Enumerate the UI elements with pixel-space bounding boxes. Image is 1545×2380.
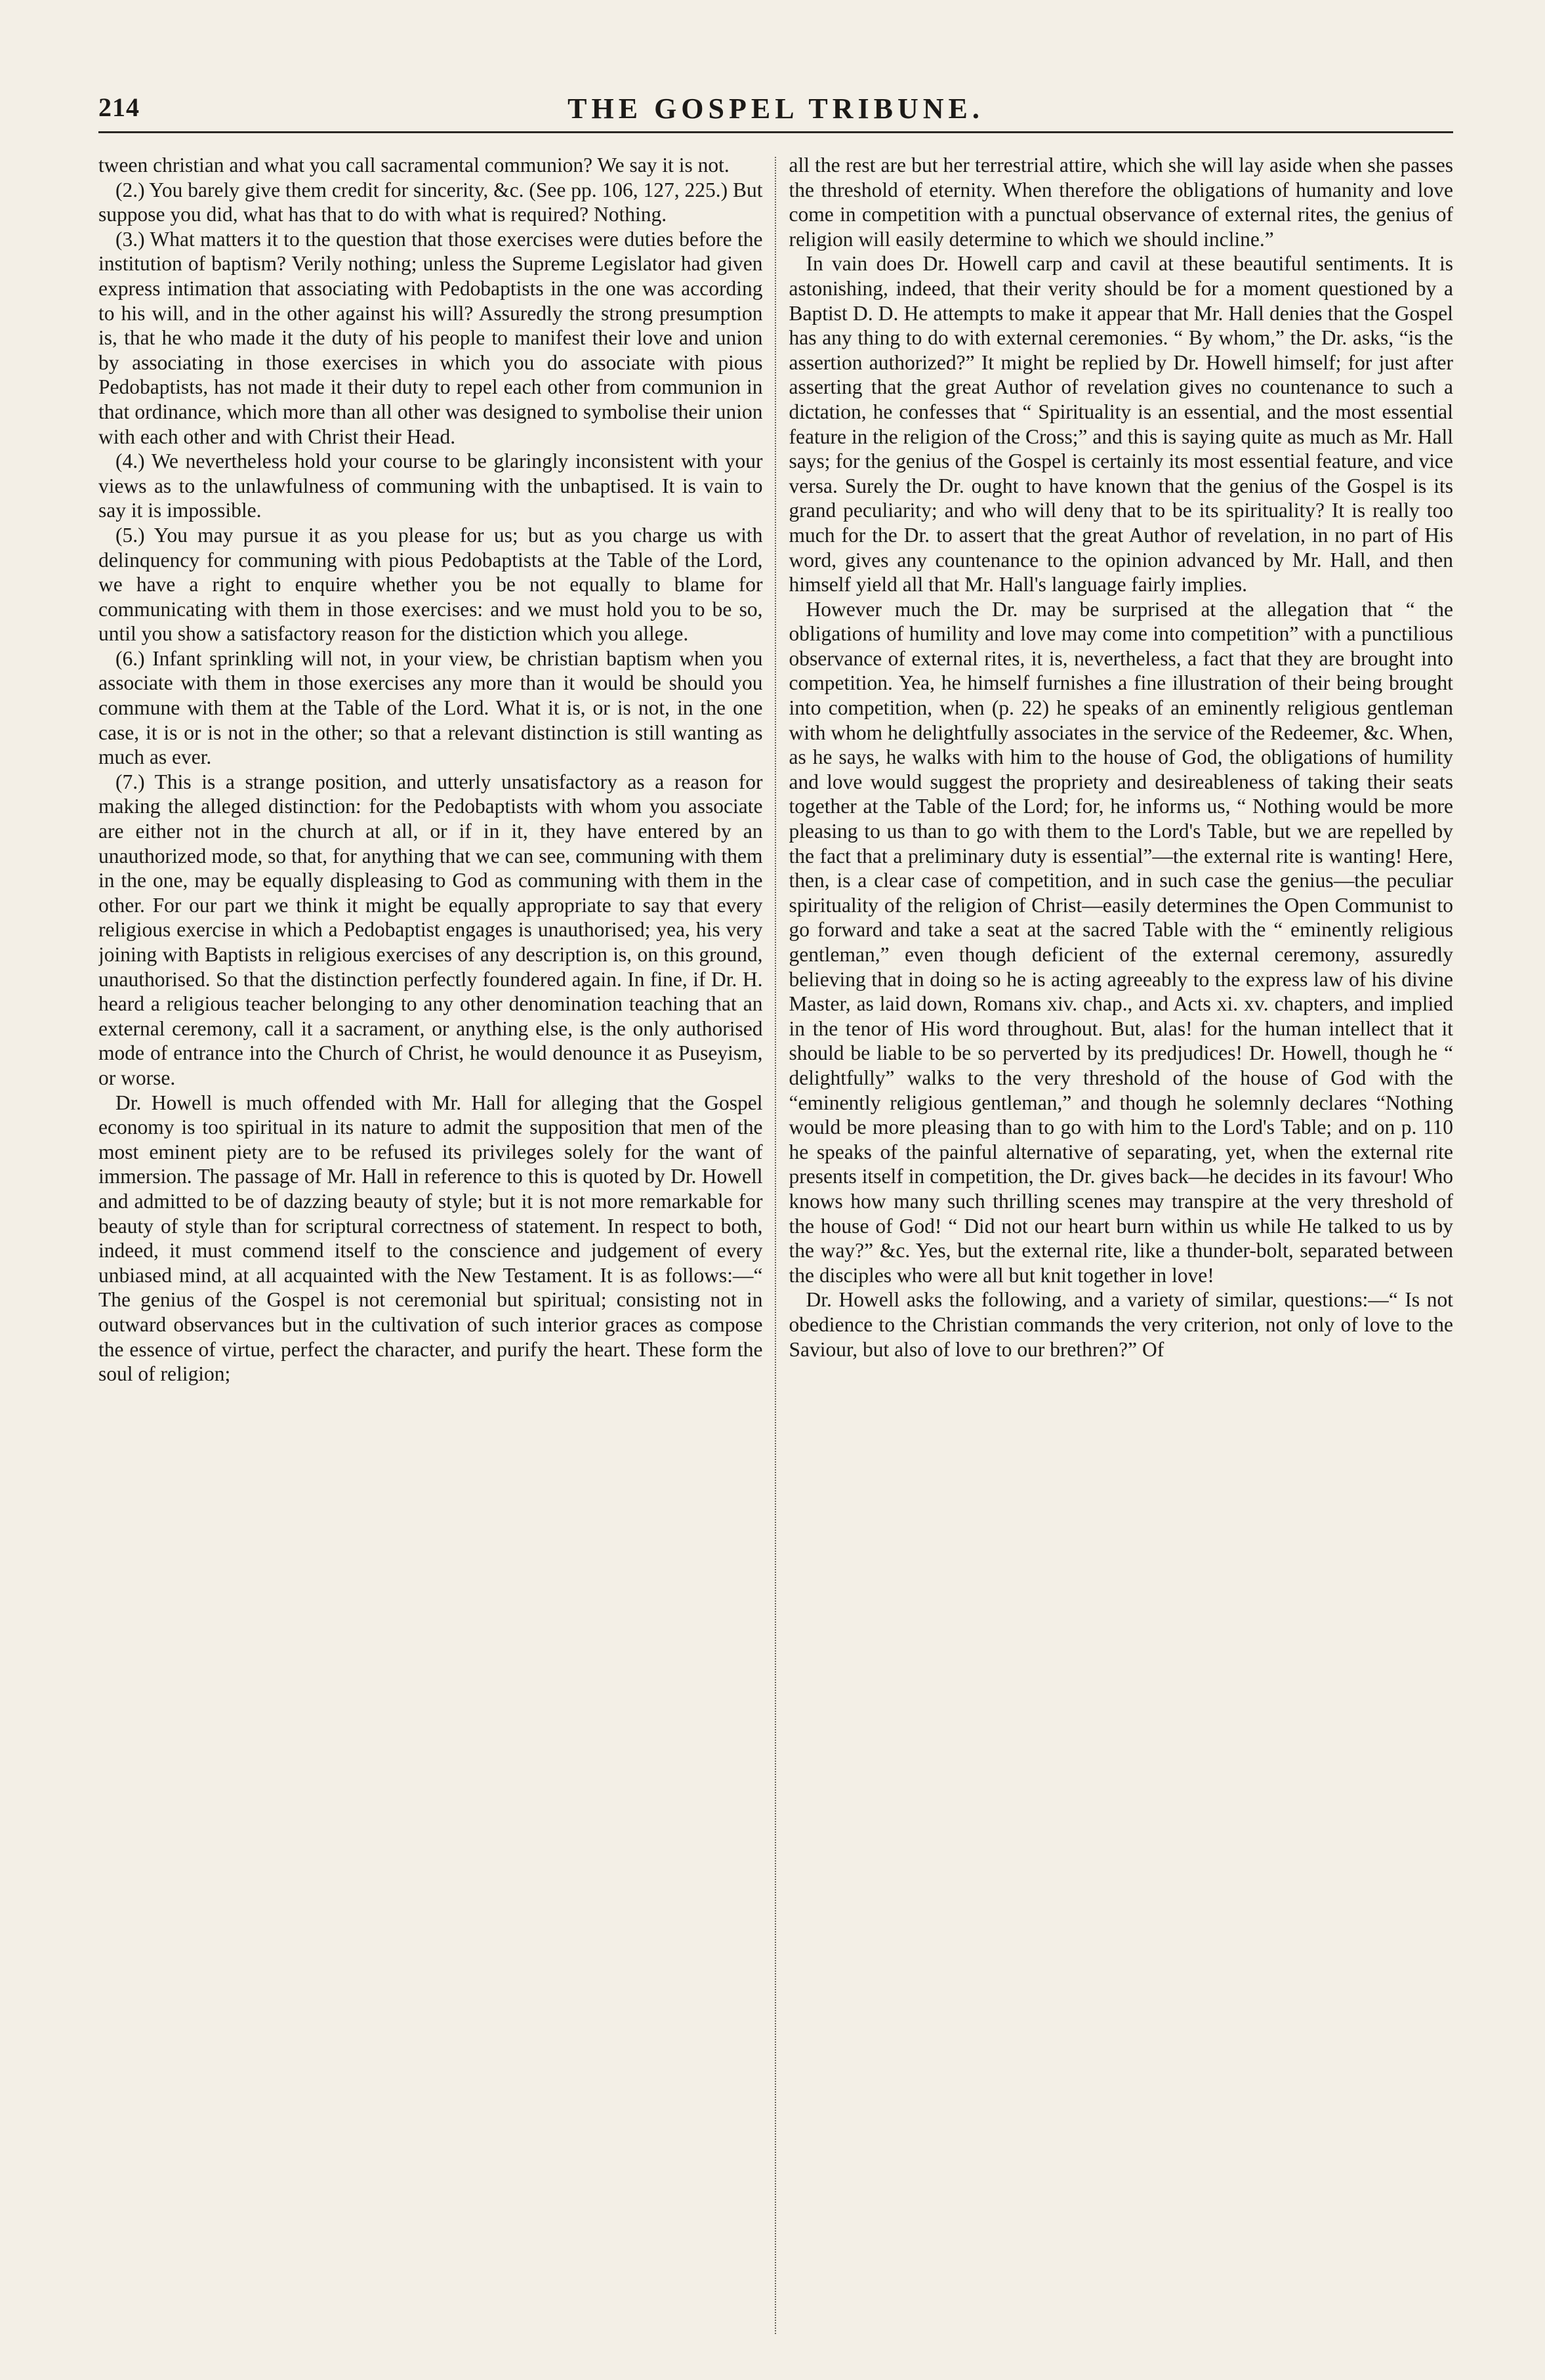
journal-title: THE GOSPEL TRIBUNE.: [567, 93, 984, 125]
left-paragraph-4: (4.) We nevertheless hold your course to be glaringly inconsistent with your views as to the unlawfulness of communing with the unbaptised. It is vain to say it is impossible.: [98, 449, 763, 522]
left-paragraph-7: (7.) This is a strange position, and utterly unsatisfactory as a reason for making the alleged distinction: for the Pedobaptists with whom you associate are either not in the church at all, or if in it, they have entered by an unauthorized mode, so that, for anything that we can see, communing with them in the one, may be equally displeasing to God as communing with them in the other. For our part we think it might be equally appropriate to say that every religious exercise in which a Pedobaptist engages is unauthorised; yea, his very joining with Baptists in religious exercises of any description is, on this ground, unauthorised. So that the distinction perfectly foundered again. In fine, if Dr. H. heard a religious teacher belonging to any other denomination teaching that an external ceremony, call it a sacrament, or anything else, is the only authorised mode of entrance into the Church of Christ, he would denounce it as Puseyism, or worse.: [98, 770, 763, 1089]
right-paragraph-2: In vain does Dr. Howell carp and cavil at these beautiful sentiments. It is astonishing, indeed, that their verity should be for a moment questioned by a Baptist D. D. He attempts to make it appear that Mr. Hall denies that the Gospel has any thing to do with external ceremonies. “ By whom,” the Dr. asks, “is the assertion authorized?” It might be replied by Dr. Howell himself; for just after asserting that the great Author of revelation gives no countenance to such a dictation, he confesses that “ Spirituality is an essential, and the most essential feature in the religion of the Cross;” and this is saying quite as much as Mr. Hall says; for the genius of the Gospel is certainly its most essential feature, and vice versa. Surely the Dr. ought to have known that the genius of the Gospel is its grand peculiarity; and who will deny that to be its spirituality? It is really too much for the Dr. to assert that the great Author of revelation, in no part of His word, gives any countenance to the opinion advanced by Mr. Hall, and then himself yield all that Mr. Hall's language fairly implies.: [789, 252, 1453, 596]
left-paragraph-6: (6.) Infant sprinkling will not, in your view, be christian baptism when you associate with them in those exercises any more than it would be should you commune with them at the Table of the Lord. What it is, or is not, in the one case, it is or is not in the other; so that a relevant distinction is still wanting as much as ever.: [98, 646, 763, 769]
page-number: 214: [98, 93, 140, 122]
left-paragraph-8: Dr. Howell is much offended with Mr. Hall for alleging that the Gospel economy is too spiritual in its nature to admit the supposition that men of the most eminent piety are to be refused its privileges solely for the want of immersion. The passage of Mr. Hall in reference to this is quoted by Dr. Howell and admitted to be of dazzing beauty of style; but it is not more remarkable for beauty of style than for scriptural correctness of statement. In respect to both, indeed, it must commend itself to the conscience and judgement of every unbiased mind, at all acquainted with the New Testament. It is as follows:—“ The genius of the Gospel is not ceremonial but spiritual; consisting not in outward observances but in the cultivation of such interior graces as compose the essence of virtue, perfect the character, and purify the heart. These form the soul of religion;: [98, 1091, 763, 1386]
right-column: [776, 153, 1454, 2338]
right-paragraph-3: However much the Dr. may be surprised at the allegation that “ the obligations of humility and love may come into competition” with a punctilious observance of external rites, it is, nevertheless, a fact that they are brought into competition. Yea, he himself furnishes a fine illustration of their being brought into competition, when (p. 22) he speaks of an eminently religious gentleman with whom he delightfully associates in the service of the Redeemer, &c. When, as he says, he walks with him to the house of God, the obligations of humility and love would suggest the propriety and desireableness of taking their seats together at the Table of the Lord; for, he informs us, “ Nothing would be more pleasing to us than to go with them to the Lord's Table, but we are repelled by the fact that a preliminary duty is essential”—the external rite is wanting! Here, then, is a clear case of competition, and in such case the genius—the peculiar spirituality of the religion of Christ—easily determines the Open Communist to go forward and take a seat at the sacred Table with the “ eminently religious gentleman,” even though deficient of the external ceremony, assuredly believing that in doing so he is acting agreeably to the express law of his divine Master, as laid down, Romans xiv. chap., and Acts xi. xv. chapters, and implied in the tenor of His word throughout. But, alas! for the human intellect that it should be liable to be so perverted by its predjudices! Dr. Howell, though he “ delightfully” walks to the very threshold of the house of God with the “eminently religious gentleman,” and though he solemnly declares “Nothing would be more pleasing than to go with him to the Lord's Table; and on p. 110 he speaks of the painful alternative of separating, yet, when the external rite presents itself in competition, the Dr. gives back—he decides in its favour! Who knows how many such thrilling scenes may transpire at the very threshold of the house of God! “ Did not our heart burn within us while He talked to us by the way?” &c. Yes, but the external rite, like a thunder-bolt, separated between the disciples who were all but knit together in love!: [789, 597, 1453, 1287]
text-columns: [98, 153, 1453, 2338]
left-paragraph-1: tween christian and what you call sacramental communion? We say it is not.: [98, 154, 730, 177]
left-paragraph-2: (2.) You barely give them credit for sincerity, &c. (See pp. 106, 127, 225.) But suppose you did, what has that to do with what is required? Nothing.: [98, 178, 763, 226]
right-paragraph-1: all the rest are but her terrestrial attire, which she will lay aside when she passes the threshold of eternity. When therefore the obligations of humanity and love come in competition with a punctual observance of external rites, the genius of religion will easily determine to which we should incline.”: [789, 154, 1453, 251]
left-paragraph-3: (3.) What matters it to the question that those exercises were duties before the institution of baptism? Verily nothing; unless the Supreme Legislator had given express intimation that associating with Pedobaptists in the one was according to his will, and in the other against his will? Assuredly the strong presumption is, that he who made it the duty of his people to manifest their love and union by associating in those exercises in which you do associate with pious Pedobaptists, has not made it their duty to repel each other from communion in that ordinance, which more than all other was designed to symbolise their union with each other and with Christ their Head.: [98, 227, 763, 448]
right-paragraph-4: Dr. Howell asks the following, and a variety of similar, questions:—“ Is not obedience to the Christian commands the very criterion, not only of love to the Saviour, but also of love to our brethren?” Of: [789, 1288, 1453, 1361]
left-paragraph-5: (5.) You may pursue it as you please for us; but as you charge us with delinquency for communing with pious Pedobaptists at the Table of the Lord, we have a right to enquire whether you be not equally to blame for communicating with them in those exercises: and we must hold you to be so, until you show a satisfactory reason for the distiction which you allege.: [98, 523, 763, 646]
left-column: [98, 153, 775, 2338]
page-header: [98, 92, 1453, 133]
